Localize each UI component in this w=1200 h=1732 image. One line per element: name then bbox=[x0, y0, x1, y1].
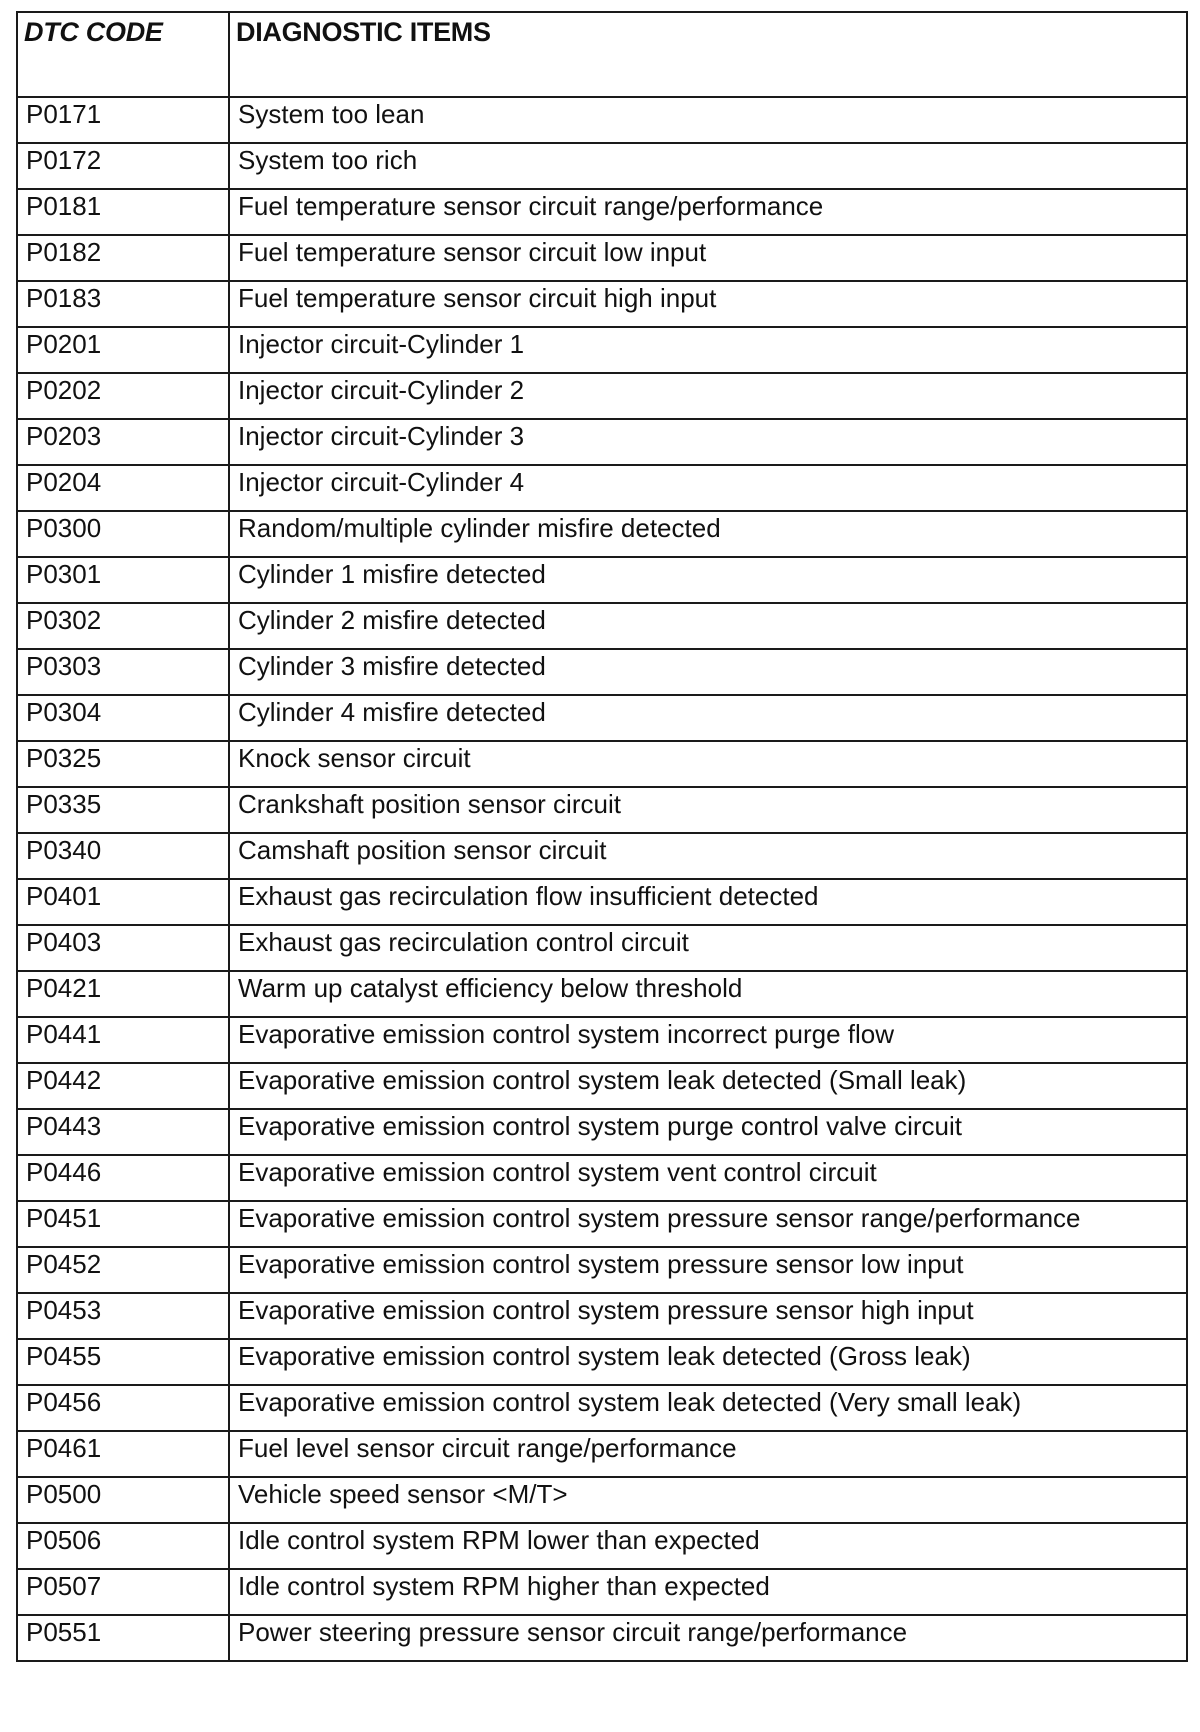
table-row bbox=[17, 1109, 1187, 1155]
diagnostic-item-cell: Power steering pressure sensor circuit range/performance bbox=[229, 1615, 1187, 1661]
dtc-code-header: DTC CODE bbox=[17, 12, 229, 97]
dtc-code-cell: P0401 bbox=[17, 879, 229, 925]
table-row bbox=[17, 511, 1187, 557]
diagnostic-item-cell: Evaporative emission control system purge control valve circuit bbox=[229, 1109, 1187, 1155]
diagnostic-items-header: DIAGNOSTIC ITEMS bbox=[229, 12, 1187, 97]
table-row bbox=[17, 879, 1187, 925]
table-row bbox=[17, 281, 1187, 327]
diagnostic-item-cell: Vehicle speed sensor <M/T> bbox=[229, 1477, 1187, 1523]
table-row bbox=[17, 833, 1187, 879]
dtc-code-cell: P0500 bbox=[17, 1477, 229, 1523]
dtc-code-cell: P0453 bbox=[17, 1293, 229, 1339]
diagnostic-item-cell: Exhaust gas recirculation flow insufficient detected bbox=[229, 879, 1187, 925]
table-row bbox=[17, 189, 1187, 235]
diagnostic-item-cell: Cylinder 4 misfire detected bbox=[229, 695, 1187, 741]
diagnostic-item-cell: Idle control system RPM lower than expected bbox=[229, 1523, 1187, 1569]
diagnostic-item-cell: Idle control system RPM higher than expected bbox=[229, 1569, 1187, 1615]
table-row bbox=[17, 1385, 1187, 1431]
diagnostic-item-cell: Injector circuit-Cylinder 3 bbox=[229, 419, 1187, 465]
dtc-code-cell: P0507 bbox=[17, 1569, 229, 1615]
dtc-table bbox=[16, 11, 1188, 1662]
diagnostic-item-cell: Fuel temperature sensor circuit high input bbox=[229, 281, 1187, 327]
diagnostic-item-cell: Evaporative emission control system incorrect purge flow bbox=[229, 1017, 1187, 1063]
dtc-code-cell: P0204 bbox=[17, 465, 229, 511]
dtc-code-cell: P0325 bbox=[17, 741, 229, 787]
dtc-code-cell: P0201 bbox=[17, 327, 229, 373]
table-row bbox=[17, 465, 1187, 511]
diagnostic-item-cell: Knock sensor circuit bbox=[229, 741, 1187, 787]
diagnostic-item-cell: Evaporative emission control system pressure sensor low input bbox=[229, 1247, 1187, 1293]
diagnostic-item-cell: Fuel level sensor circuit range/performance bbox=[229, 1431, 1187, 1477]
dtc-code-cell: P0182 bbox=[17, 235, 229, 281]
dtc-code-cell: P0441 bbox=[17, 1017, 229, 1063]
table-row bbox=[17, 235, 1187, 281]
diagnostic-item-cell: Crankshaft position sensor circuit bbox=[229, 787, 1187, 833]
table-row bbox=[17, 419, 1187, 465]
dtc-code-cell: P0303 bbox=[17, 649, 229, 695]
dtc-code-cell: P0506 bbox=[17, 1523, 229, 1569]
table-row bbox=[17, 1247, 1187, 1293]
diagnostic-item-cell: Evaporative emission control system leak detected (Gross leak) bbox=[229, 1339, 1187, 1385]
diagnostic-item-cell: Injector circuit-Cylinder 4 bbox=[229, 465, 1187, 511]
dtc-code-cell: P0335 bbox=[17, 787, 229, 833]
diagnostic-item-cell: System too lean bbox=[229, 97, 1187, 143]
dtc-code-cell: P0442 bbox=[17, 1063, 229, 1109]
diagnostic-item-cell: Warm up catalyst efficiency below threshold bbox=[229, 971, 1187, 1017]
dtc-code-cell: P0304 bbox=[17, 695, 229, 741]
diagnostic-item-cell: Fuel temperature sensor circuit low input bbox=[229, 235, 1187, 281]
dtc-code-cell: P0172 bbox=[17, 143, 229, 189]
dtc-code-cell: P0551 bbox=[17, 1615, 229, 1661]
dtc-code-cell: P0171 bbox=[17, 97, 229, 143]
diagnostic-item-cell: Exhaust gas recirculation control circuit bbox=[229, 925, 1187, 971]
diagnostic-item-cell: Cylinder 2 misfire detected bbox=[229, 603, 1187, 649]
table-row bbox=[17, 1477, 1187, 1523]
table-row bbox=[17, 741, 1187, 787]
dtc-code-cell: P0203 bbox=[17, 419, 229, 465]
table-row bbox=[17, 1615, 1187, 1661]
dtc-code-cell: P0301 bbox=[17, 557, 229, 603]
table-row bbox=[17, 1569, 1187, 1615]
diagnostic-item-cell: Evaporative emission control system leak detected (Very small leak) bbox=[229, 1385, 1187, 1431]
table-row bbox=[17, 557, 1187, 603]
table-row bbox=[17, 1155, 1187, 1201]
diagnostic-item-cell: System too rich bbox=[229, 143, 1187, 189]
dtc-code-cell: P0302 bbox=[17, 603, 229, 649]
diagnostic-item-cell: Evaporative emission control system pressure sensor high input bbox=[229, 1293, 1187, 1339]
table-row bbox=[17, 1431, 1187, 1477]
table-body bbox=[17, 97, 1187, 1661]
diagnostic-item-cell: Camshaft position sensor circuit bbox=[229, 833, 1187, 879]
table-row bbox=[17, 143, 1187, 189]
diagnostic-item-cell: Cylinder 1 misfire detected bbox=[229, 557, 1187, 603]
table-header-row bbox=[17, 12, 1187, 97]
table-row bbox=[17, 1063, 1187, 1109]
table-row bbox=[17, 603, 1187, 649]
dtc-code-cell: P0403 bbox=[17, 925, 229, 971]
diagnostic-item-cell: Evaporative emission control system vent control circuit bbox=[229, 1155, 1187, 1201]
table-row bbox=[17, 1523, 1187, 1569]
diagnostic-item-cell: Fuel temperature sensor circuit range/performance bbox=[229, 189, 1187, 235]
diagnostic-item-cell: Evaporative emission control system pressure sensor range/performance bbox=[229, 1201, 1187, 1247]
dtc-code-cell: P0181 bbox=[17, 189, 229, 235]
dtc-code-cell: P0202 bbox=[17, 373, 229, 419]
dtc-code-cell: P0300 bbox=[17, 511, 229, 557]
table-row bbox=[17, 327, 1187, 373]
table-row bbox=[17, 1017, 1187, 1063]
diagnostic-item-cell: Evaporative emission control system leak detected (Small leak) bbox=[229, 1063, 1187, 1109]
dtc-code-cell: P0451 bbox=[17, 1201, 229, 1247]
table-row bbox=[17, 925, 1187, 971]
table-row bbox=[17, 649, 1187, 695]
dtc-code-cell: P0340 bbox=[17, 833, 229, 879]
dtc-code-cell: P0461 bbox=[17, 1431, 229, 1477]
table-row bbox=[17, 373, 1187, 419]
table-row bbox=[17, 787, 1187, 833]
table-row bbox=[17, 971, 1187, 1017]
dtc-code-cell: P0452 bbox=[17, 1247, 229, 1293]
table-row bbox=[17, 1339, 1187, 1385]
dtc-code-cell: P0421 bbox=[17, 971, 229, 1017]
diagnostic-item-cell: Injector circuit-Cylinder 1 bbox=[229, 327, 1187, 373]
dtc-code-cell: P0455 bbox=[17, 1339, 229, 1385]
dtc-code-cell: P0456 bbox=[17, 1385, 229, 1431]
diagnostic-item-cell: Injector circuit-Cylinder 2 bbox=[229, 373, 1187, 419]
dtc-code-cell: P0446 bbox=[17, 1155, 229, 1201]
diagnostic-item-cell: Cylinder 3 misfire detected bbox=[229, 649, 1187, 695]
dtc-code-cell: P0443 bbox=[17, 1109, 229, 1155]
table-row bbox=[17, 97, 1187, 143]
table-row bbox=[17, 1293, 1187, 1339]
diagnostic-item-cell: Random/multiple cylinder misfire detected bbox=[229, 511, 1187, 557]
dtc-code-cell: P0183 bbox=[17, 281, 229, 327]
table-row bbox=[17, 695, 1187, 741]
table-row bbox=[17, 1201, 1187, 1247]
